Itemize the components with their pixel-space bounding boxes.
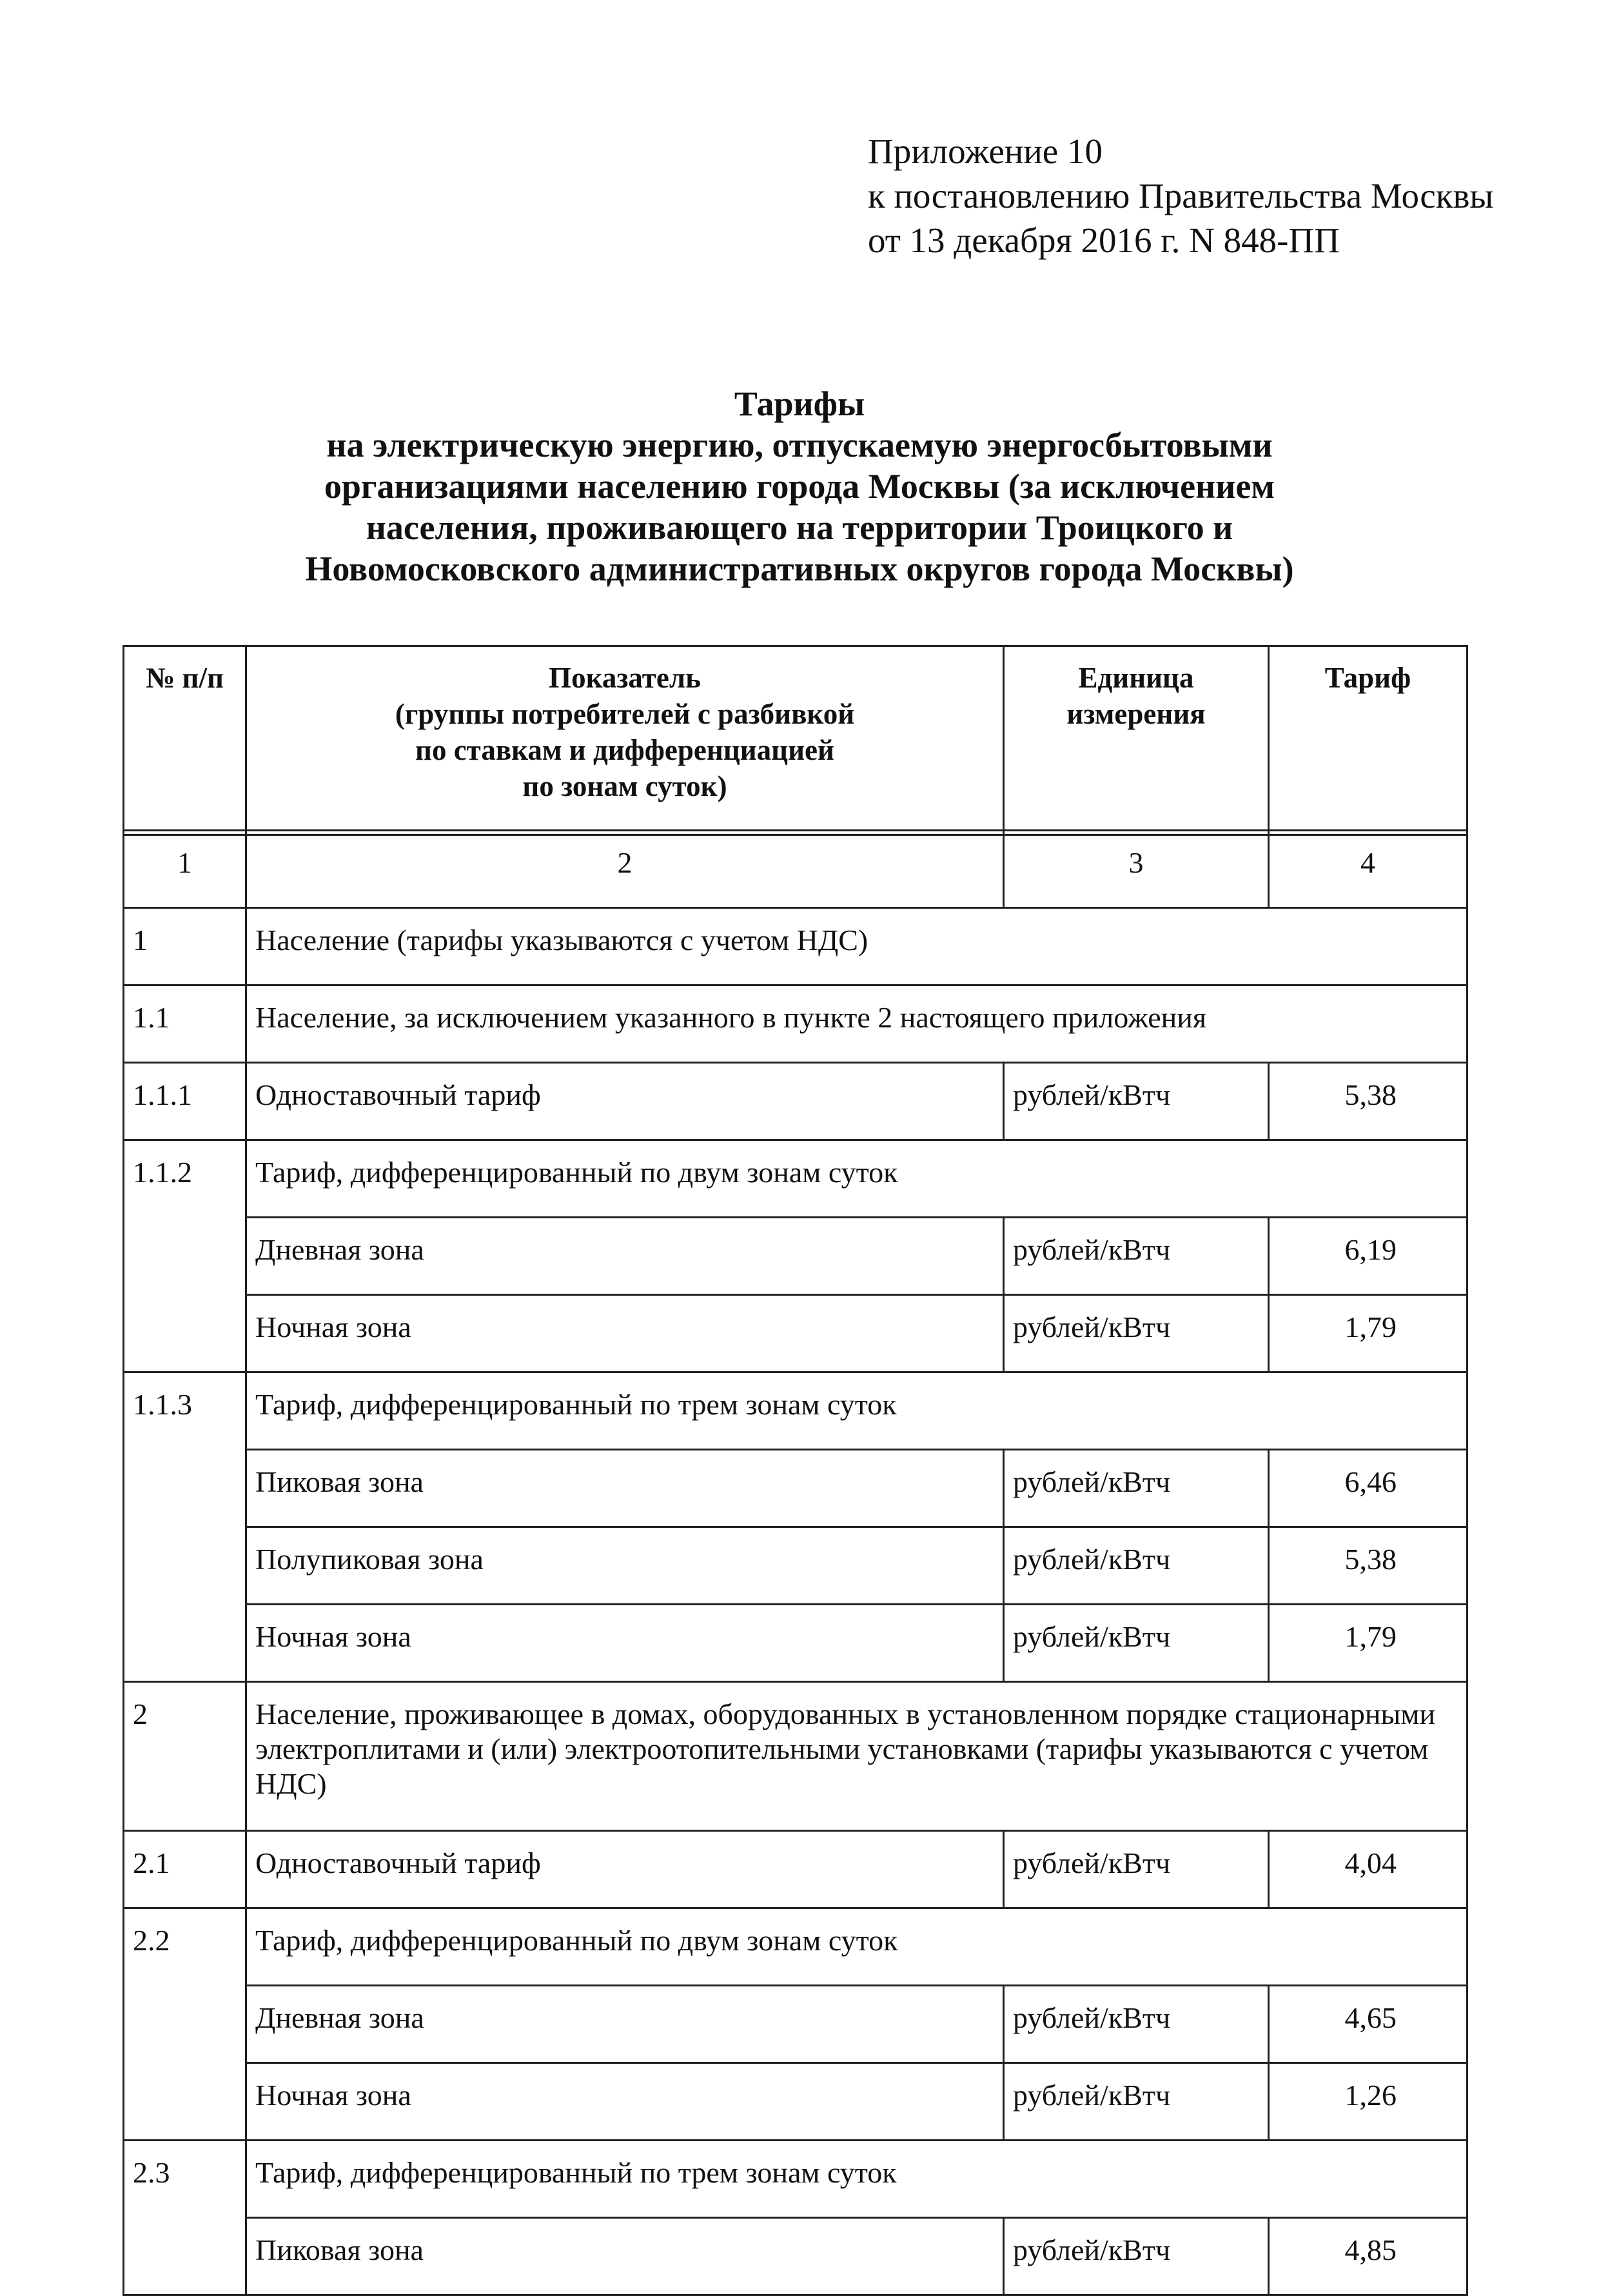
row-label: Одноставочный тариф bbox=[246, 1063, 1004, 1140]
row-label: Тариф, дифференцированный по двум зонам суток bbox=[246, 1908, 1467, 1986]
row-unit: рублей/кВтч bbox=[1004, 1063, 1269, 1140]
table-row bbox=[124, 2218, 1467, 2295]
table-row bbox=[124, 1140, 1467, 1218]
row-num-empty bbox=[124, 2063, 246, 2141]
row-unit: рублей/кВтч bbox=[1004, 1527, 1269, 1605]
row-label: Дневная зона bbox=[246, 1986, 1004, 2063]
row-num: 1 bbox=[124, 908, 246, 985]
header-row bbox=[124, 646, 1467, 835]
row-label: Ночная зона bbox=[246, 1605, 1004, 1682]
header-indicator-line: по зонам суток) bbox=[522, 770, 727, 802]
row-tariff-value: 1,79 bbox=[1269, 1605, 1467, 1682]
table-row bbox=[124, 1605, 1467, 1682]
row-unit: рублей/кВтч bbox=[1004, 1986, 1269, 2063]
row-tariff-value: 1,79 bbox=[1269, 1295, 1467, 1372]
row-unit: рублей/кВтч bbox=[1004, 1831, 1269, 1908]
appendix-line-2: к постановлению Правительства Москвы bbox=[868, 176, 1494, 215]
table-row bbox=[124, 908, 1467, 985]
appendix-line-3: от 13 декабря 2016 г. N 848-ПП bbox=[868, 221, 1340, 260]
row-tariff-value: 1,26 bbox=[1269, 2063, 1467, 2141]
table-row bbox=[124, 2063, 1467, 2141]
tariff-table bbox=[123, 829, 1468, 2296]
row-tariff-value: 6,19 bbox=[1269, 1218, 1467, 1295]
header-num: № п/п bbox=[124, 646, 246, 835]
row-label: Население, проживающее в домах, оборудованных в установленном порядке стационарными электроплитами и (или) электроотопительными установками (тарифы указываются с учетом НДС) bbox=[246, 1682, 1467, 1831]
row-num: 2.1 bbox=[124, 1831, 246, 1908]
row-label: Дневная зона bbox=[246, 1218, 1004, 1295]
row-num: 1.1 bbox=[124, 985, 246, 1063]
row-label: Одноставочный тариф bbox=[246, 1831, 1004, 1908]
table-row bbox=[124, 1372, 1467, 1450]
header-unit-line: измерения bbox=[1066, 698, 1206, 730]
table-row bbox=[124, 2141, 1467, 2218]
title-line-3: организациями населению города Москвы (за исключением bbox=[324, 467, 1275, 506]
row-unit: рублей/кВтч bbox=[1004, 1218, 1269, 1295]
table-row bbox=[124, 1908, 1467, 1986]
appendix-reference bbox=[868, 129, 1493, 262]
row-num: 1.1.2 bbox=[124, 1140, 246, 1218]
table-row bbox=[124, 1450, 1467, 1527]
row-num: 2.2 bbox=[124, 1908, 246, 1986]
column-number: 1 bbox=[124, 831, 246, 908]
column-number: 2 bbox=[246, 831, 1004, 908]
header-unit-line: Единица bbox=[1078, 662, 1194, 694]
row-label: Тариф, дифференцированный по трем зонам суток bbox=[246, 1372, 1467, 1450]
row-label: Ночная зона bbox=[246, 2063, 1004, 2141]
row-label: Полупиковая зона bbox=[246, 1527, 1004, 1605]
row-num-empty bbox=[124, 1605, 246, 1682]
row-tariff-value: 5,38 bbox=[1269, 1063, 1467, 1140]
row-num-empty bbox=[124, 1218, 246, 1295]
row-unit: рублей/кВтч bbox=[1004, 2218, 1269, 2295]
column-number: 3 bbox=[1004, 831, 1269, 908]
title-line-5: Новомосковского административных округов города Москвы) bbox=[305, 549, 1294, 588]
header-unit bbox=[1004, 646, 1269, 835]
appendix-line-1: Приложение 10 bbox=[868, 132, 1103, 171]
table-row bbox=[124, 1295, 1467, 1372]
document-title bbox=[0, 383, 1599, 589]
column-number: 4 bbox=[1269, 831, 1467, 908]
row-tariff-value: 4,04 bbox=[1269, 1831, 1467, 1908]
row-label: Пиковая зона bbox=[246, 2218, 1004, 2295]
table-row bbox=[124, 1063, 1467, 1140]
table-row bbox=[124, 1527, 1467, 1605]
row-label: Пиковая зона bbox=[246, 1450, 1004, 1527]
row-num-empty bbox=[124, 1295, 246, 1372]
header-indicator-line: по ставкам и дифференциацией bbox=[415, 734, 834, 766]
column-number-row bbox=[124, 831, 1467, 908]
row-label: Тариф, дифференцированный по двум зонам суток bbox=[246, 1140, 1467, 1218]
header-indicator-line: Показатель bbox=[549, 662, 701, 694]
header-indicator-line: (группы потребителей с разбивкой bbox=[395, 698, 855, 730]
row-label: Население, за исключением указанного в пункте 2 настоящего приложения bbox=[246, 985, 1467, 1063]
row-num-empty bbox=[124, 1450, 246, 1527]
row-unit: рублей/кВтч bbox=[1004, 1295, 1269, 1372]
row-unit: рублей/кВтч bbox=[1004, 2063, 1269, 2141]
table-row bbox=[124, 985, 1467, 1063]
header-indicator bbox=[246, 646, 1004, 835]
row-num: 1.1.3 bbox=[124, 1372, 246, 1450]
row-tariff-value: 4,65 bbox=[1269, 1986, 1467, 2063]
row-label: Население (тарифы указываются с учетом НДС) bbox=[246, 908, 1467, 985]
header-tariff: Тариф bbox=[1269, 646, 1467, 835]
row-tariff-value: 4,85 bbox=[1269, 2218, 1467, 2295]
title-line-4: населения, проживающего на территории Троицкого и bbox=[366, 508, 1233, 547]
title-line-1: Тарифы bbox=[734, 384, 865, 423]
table-row bbox=[124, 1831, 1467, 1908]
row-num: 2 bbox=[124, 1682, 246, 1831]
row-unit: рублей/кВтч bbox=[1004, 1450, 1269, 1527]
row-num: 2.3 bbox=[124, 2141, 246, 2218]
row-num: 1.1.1 bbox=[124, 1063, 246, 1140]
row-label: Ночная зона bbox=[246, 1295, 1004, 1372]
table-row bbox=[124, 1218, 1467, 1295]
table-row bbox=[124, 1986, 1467, 2063]
row-unit: рублей/кВтч bbox=[1004, 1605, 1269, 1682]
row-label: Тариф, дифференцированный по трем зонам суток bbox=[246, 2141, 1467, 2218]
row-num-empty bbox=[124, 1986, 246, 2063]
row-num-empty bbox=[124, 2218, 246, 2295]
table-row bbox=[124, 1682, 1467, 1831]
row-tariff-value: 5,38 bbox=[1269, 1527, 1467, 1605]
tariff-table-header bbox=[123, 645, 1468, 836]
row-tariff-value: 6,46 bbox=[1269, 1450, 1467, 1527]
title-line-2: на электрическую энергию, отпускаемую энергосбытовыми bbox=[326, 426, 1273, 464]
row-num-empty bbox=[124, 1527, 246, 1605]
